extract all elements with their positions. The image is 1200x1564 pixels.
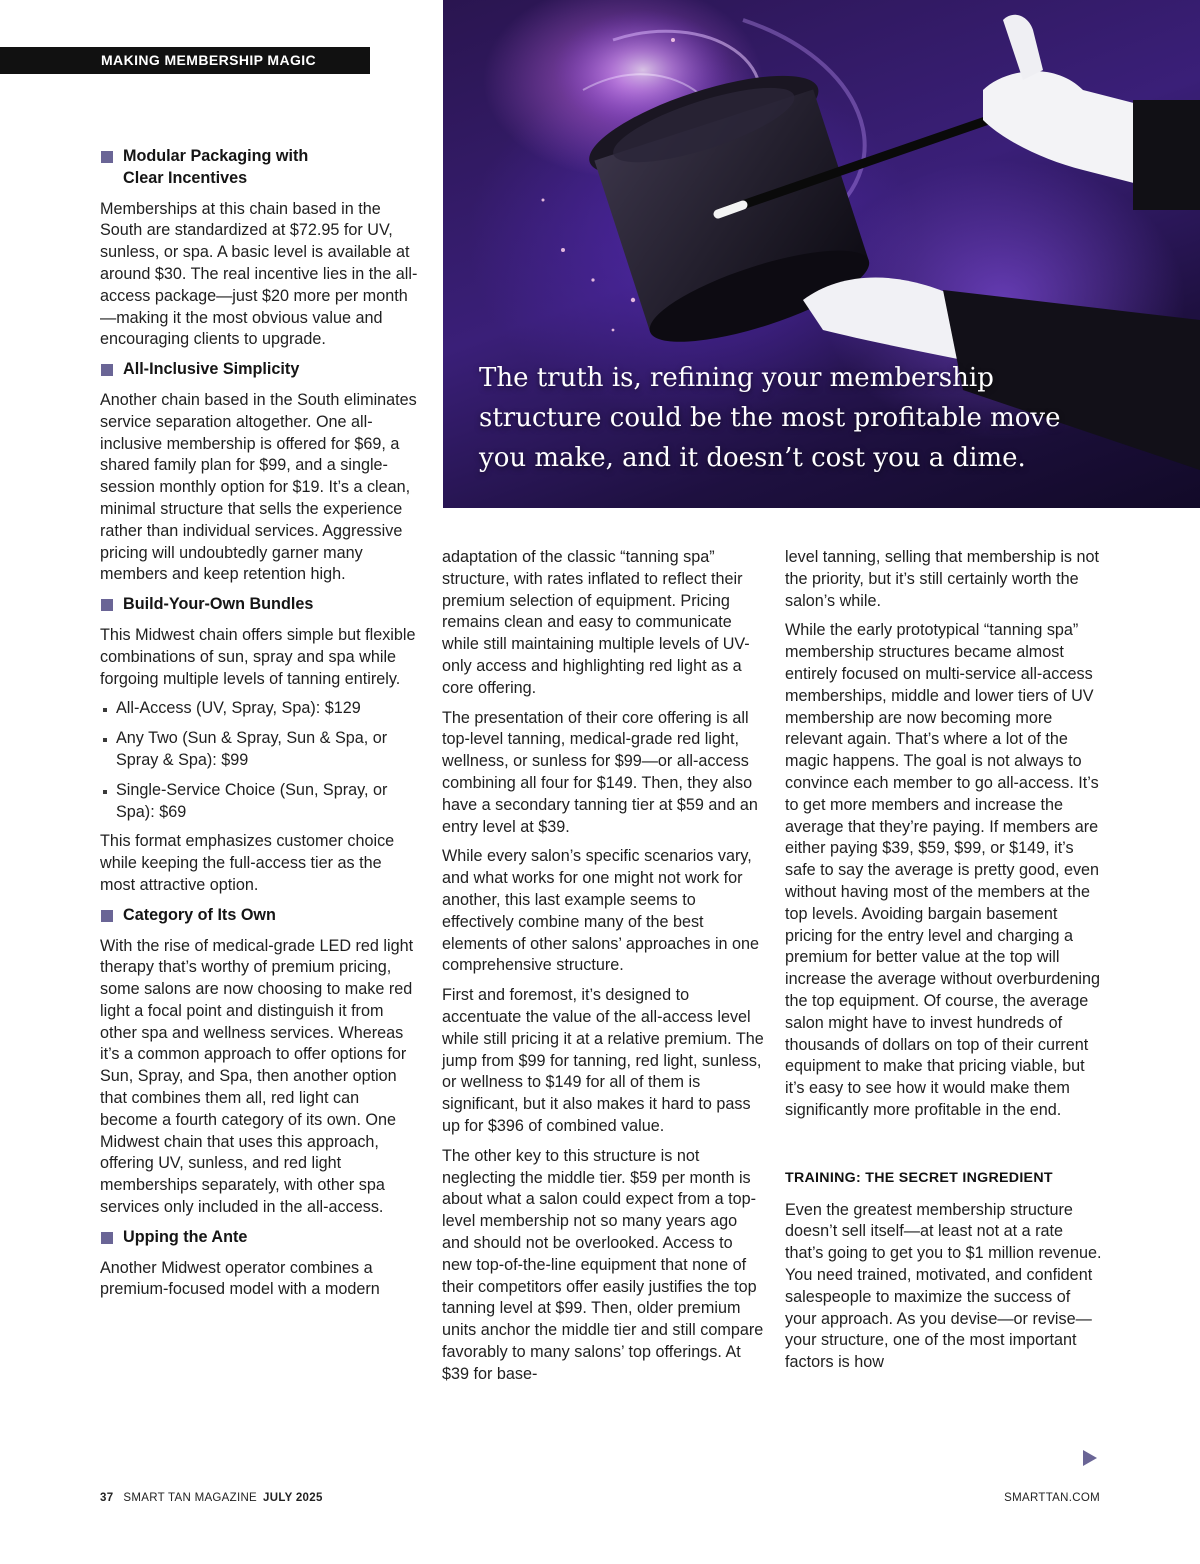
paragraph: Another chain based in the South eliminates service separation altogether. One all-inclusive membership is offered for $69, a shared family plan for $99, and a single-session monthly option for $19. It’s a clean, minimal structure that sells the experience rather than individual services. Aggressive pricing will undoubtedly garner many members and keep retention high.: [100, 390, 417, 584]
footer-left: [100, 1492, 323, 1504]
square-bullet-icon: [101, 910, 113, 922]
square-bullet-icon: [101, 599, 113, 611]
paragraph: First and foremost, it’s designed to accentuate the value of the all-access level while still pricing it at a relative premium. The jump from $99 for tanning, red light, sunless, or wellness to $149 for all of them is significant, but it also makes it hard to pass up for $396 of combined value.: [442, 986, 764, 1135]
website-link[interactable]: SMARTTAN.COM: [1004, 1492, 1100, 1504]
subheading-text: All-Inclusive Simplicity: [123, 360, 300, 379]
article-column-3: [785, 547, 1105, 1382]
subheading: [100, 1227, 418, 1249]
issue-date: JULY 2025: [263, 1492, 323, 1504]
paragraph: With the rise of medical-grade LED red light therapy that’s worthy of premium pricing, some salons are now choosing to make red light a focal point and distinguish it from other spa and wellness services. Whereas it’s a common approach to offer options for Sun, Spray, and Spa, then another option that combines them all, red light can become a fourth category of its own. One Midwest chain that uses this approach, offering UV, sunless, and red light memberships separately, with other spa services only included in the all-access.: [100, 936, 414, 1217]
square-bullet-icon: [101, 151, 113, 163]
magazine-name: SMART TAN MAGAZINE: [123, 1492, 258, 1504]
pricing-list: [100, 698, 418, 823]
subheading: [100, 905, 418, 927]
article-column-1: [100, 146, 418, 1309]
pull-quote: [479, 358, 1179, 478]
paragraph: The presentation of their core offering is all top-level tanning, medical-grade red light, wellness, or sunless for $99—or all-access combining all four for $149. Then, they also have a secondary tanning tier at $59 and an entry level at $39.: [442, 708, 758, 836]
section-tag: MAKING MEMBERSHIP MAGIC: [0, 47, 370, 74]
paragraph: This format emphasizes customer choice while keeping the full-access tier as the most attractive option.: [100, 832, 395, 894]
list-item: Single-Service Choice (Sun, Spray, or Spa): $69: [100, 780, 418, 824]
subheading-text: Build-Your-Own Bundles: [123, 595, 314, 614]
play-triangle-icon[interactable]: [1083, 1450, 1097, 1466]
subheading: [100, 146, 418, 190]
page-number: 37: [100, 1492, 114, 1504]
paragraph: adaptation of the classic “tanning spa” structure, with rates inflated to reflect their premium selection of equipment. Pricing remains clean and easy to communicate while still maintaining multiple levels of UV-only access and highlighting red light as a core offering.: [442, 548, 750, 697]
article-column-2: [442, 547, 764, 1393]
square-bullet-icon: [101, 1232, 113, 1244]
paragraph: Another Midwest operator combines a premium-focused model with a modern: [100, 1258, 380, 1299]
section-heading: TRAINING: THE SECRET INGREDIENT: [785, 1169, 1053, 1186]
paragraph: While the early prototypical “tanning spa” membership structures became almost entirely focused on multi-service all-access memberships, middle and lower tiers of UV membership are now becoming more relevant again. That’s where a lot of the magic happens. The goal is not always to convince each member to go all-access. It’s to get more members and increase the average that they’re paying. If members are either paying $39, $59, $99, or $149, it’s safe to say the average is pretty good, even without having most of the members at the top levels. Avoiding bargain basement pricing for the entry level and charging a premium for better value at the top will increase the average without overburdening the top equipment. Of course, the average salon might have to invest hundreds of thousands of dollars on top of their current equipment to make that pricing viable, but it’s easy to see how it would make them significantly more profitable in the end.: [785, 621, 1100, 1119]
pull-quote-line: structure could be the most profitable move: [479, 403, 1061, 433]
paragraph: This Midwest chain offers simple but flexible combinations of sun, spray and spa while forgoing multiple levels of tanning entirely.: [100, 625, 416, 688]
subheading-text: Category of Its Own: [123, 905, 276, 924]
subheading-text: Modular Packaging with: [123, 147, 309, 165]
hero-image: [443, 0, 1200, 508]
subheading-text: Upping the Ante: [123, 1227, 248, 1246]
paragraph: The other key to this structure is not neglecting the middle tier. $59 per month is about what a salon could expect from a top-level membership not so many years ago and should not be overlooked. Access to new top-of-the-line equipment that none of their competitors offer easily justifies the top tanning level at $99. Then, older premium units anchor the middle tier and still compare favorably to many salons’ top offerings. At $39 for base-: [442, 1146, 764, 1383]
list-item: All-Access (UV, Spray, Spa): $129: [100, 698, 418, 720]
pull-quote-line: The truth is, refining your membership: [479, 363, 994, 393]
subheading: [100, 594, 418, 616]
pull-quote-line: you make, and it doesn’t cost you a dime.: [479, 443, 1026, 473]
list-item: Any Two (Sun & Spray, Sun & Spa, or Spray & Spa): $99: [100, 728, 418, 772]
subheading-text: Clear Incentives: [123, 168, 248, 187]
subheading: [100, 359, 418, 381]
paragraph: While every salon’s specific scenarios vary, and what works for one might not work for another, this last example seems to effectively combine many of the best elements of other salons’ approaches in one comprehensive structure.: [442, 847, 760, 975]
square-bullet-icon: [101, 364, 113, 376]
paragraph: Even the greatest membership structure doesn’t sell itself—at least not at a rate that’s going to get you to $1 million revenue. You need trained, motivated, and confident salespeople to maximize the success of your approach. As you devise—or revise—your structure, one of the most important factors is how: [785, 1200, 1102, 1372]
paragraph: Memberships at this chain based in the South are standardized at $72.95 for UV, sunless, or spa. A basic level is available at around $30. The real incentive lies in the all-access package—just $20 more per month—making it the most obvious value and encouraging clients to upgrade.: [100, 199, 418, 349]
paragraph: level tanning, selling that membership is not the priority, but it’s still certainly worth the salon’s while.: [785, 548, 1100, 610]
